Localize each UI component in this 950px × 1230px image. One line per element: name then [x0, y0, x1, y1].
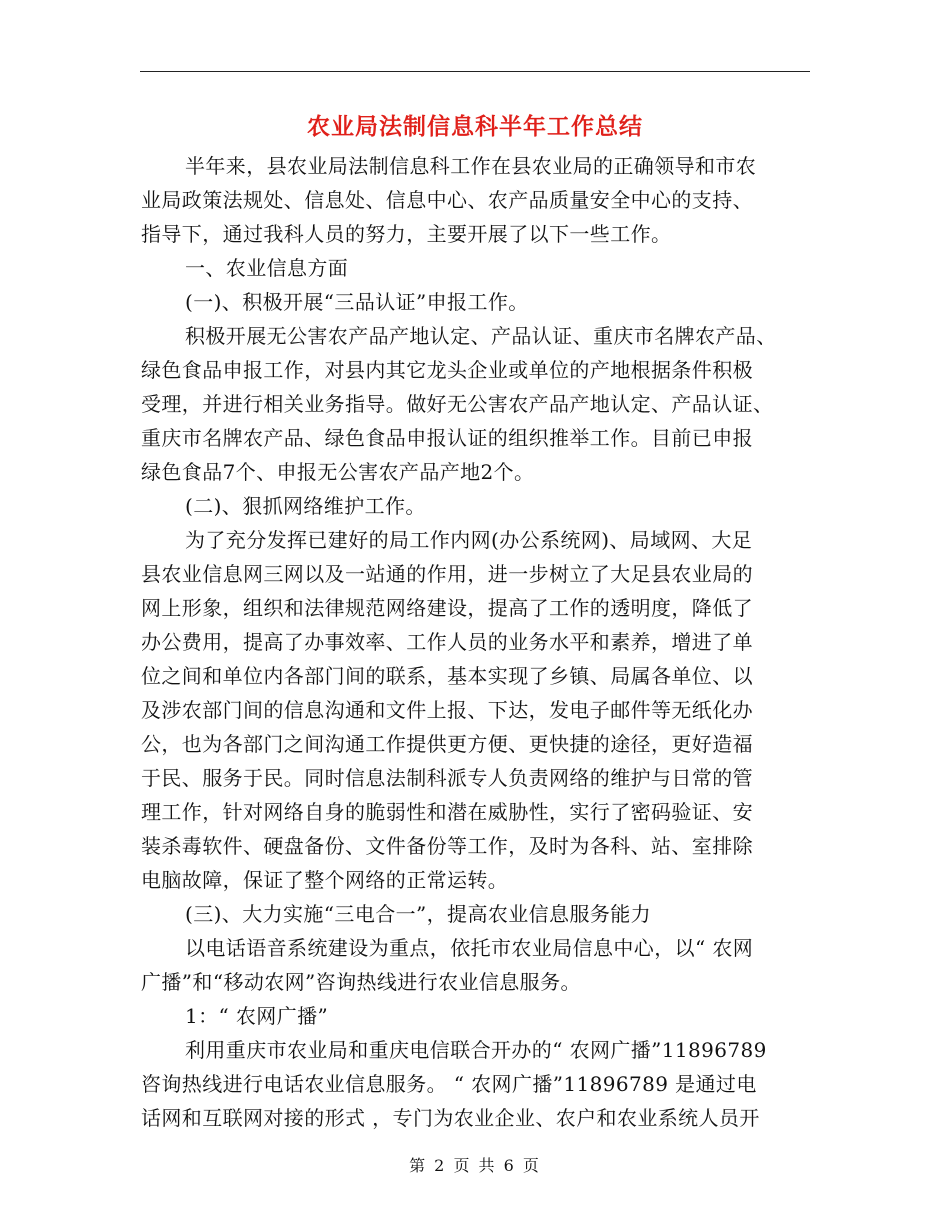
text-line: 为了充分发挥已建好的局工作内网(办公系统网)、局域网、大足: [185, 528, 753, 552]
text-line: 网上形象，组织和法律规范网络建设，提高了工作的透明度，降低了: [141, 596, 753, 620]
text-line: (一)、积极开展“三品认证”申报工作。: [185, 290, 529, 314]
header-rule: [140, 71, 810, 72]
text-line: 办公费用，提高了办事效率、工作人员的业务水平和素养，增进了单: [141, 630, 753, 654]
text-line: 装杀毒软件、硬盘备份、文件备份等工作，及时为各科、站、室排除: [141, 834, 753, 858]
text-line: 利用重庆市农业局和重庆电信联合开办的“ 农网广播”11896789: [185, 1038, 767, 1062]
text-line: 受理，并进行相关业务指导。做好无公害农产品产地认定、产品认证、: [141, 392, 774, 416]
document-title: 农业局法制信息科半年工作总结: [307, 114, 643, 140]
text-line: 县农业信息网三网以及一站通的作用，进一步树立了大足县农业局的: [141, 562, 753, 586]
text-line: 半年来，县农业局法制信息科工作在县农业局的正确领导和市农: [185, 154, 757, 178]
text-line: (三)、大力实施“三电合一”，提高农业信息服务能力: [185, 902, 652, 926]
text-line: 于民、服务于民。同时信息法制科派专人负责网络的维护与日常的管: [141, 766, 753, 790]
text-line: 话网和互联网对接的形式 ，专门为农业企业、农户和农业系统人员开: [141, 1106, 760, 1130]
text-line: 咨询热线进行电话农业信息服务。 “ 农网广播”11896789 是通过电: [141, 1072, 757, 1096]
text-line: 业局政策法规处、信息处、信息中心、农产品质量安全中心的支持、: [141, 188, 753, 212]
text-line: 1：“ 农网广播”: [185, 1004, 329, 1028]
text-line: 及涉农部门间的信息沟通和文件上报、下达，发电子邮件等无纸化办: [141, 698, 753, 722]
page-number: 第 2 页 共 6 页: [409, 1156, 541, 1175]
text-line: 广播”和“移动农网”咨询热线进行农业信息服务。: [141, 970, 581, 994]
text-line: 以电话语音系统建设为重点，依托市农业局信息中心，以“ 农网: [185, 936, 754, 960]
text-line: (二)、狠抓网络维护工作。: [185, 494, 426, 518]
text-line: 理工作，针对网络自身的脆弱性和潜在威胁性，实行了密码验证、安: [141, 800, 753, 824]
text-line: 绿色食品申报工作，对县内其它龙头企业或单位的产地根据条件积极: [141, 358, 753, 382]
text-line: 指导下，通过我科人员的努力，主要开展了以下一些工作。: [141, 222, 672, 246]
text-line: 位之间和单位内各部门间的联系，基本实现了乡镇、局属各单位、以: [141, 664, 753, 688]
text-line: 重庆市名牌农产品、绿色食品申报认证的组织推举工作。目前已申报: [141, 426, 753, 450]
text-line: 电脑故障，保证了整个网络的正常运转。: [141, 868, 509, 892]
text-line: 公，也为各部门之间沟通工作提供更方便、更快捷的途径，更好造福: [141, 732, 753, 756]
text-line: 一、农业信息方面: [185, 256, 349, 280]
text-line: 积极开展无公害农产品产地认定、产品认证、重庆市名牌农产品、: [185, 324, 777, 348]
document-body: [141, 149, 813, 1135]
text-line: 绿色食品7个、申报无公害农产品产地2个。: [141, 460, 535, 484]
